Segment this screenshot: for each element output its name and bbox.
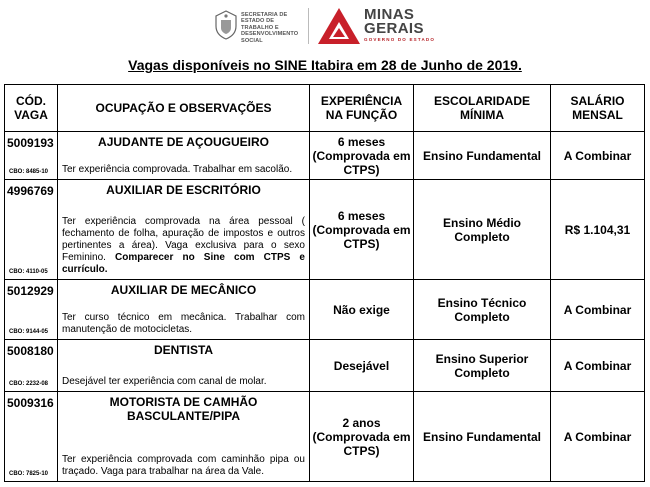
table-row: [5, 132, 645, 180]
occupation-title: AUXILIAR DE MECÂNICO: [110, 283, 257, 297]
schooling-cell: Ensino Superior Completo: [414, 340, 551, 392]
observations-bold-note: Comparecer no Sine com CTPS e currículo.: [62, 252, 305, 275]
occupation-cell: [58, 132, 310, 180]
occupation-title: AUXILIAR DE ESCRITÓRIO: [106, 183, 261, 197]
schooling-cell: Ensino Fundamental: [414, 392, 551, 482]
table-row: [5, 392, 645, 482]
minas-gerais-logo: [316, 6, 446, 46]
table-row: [5, 280, 645, 340]
occupation-observations: Ter curso técnico em mecânica. Trabalhar com manutenção de motocicletas.: [62, 312, 305, 335]
salary-cell: A Combinar: [551, 392, 645, 482]
header-salary: SALÁRIO MENSAL: [551, 85, 645, 132]
occupation-cell: [58, 392, 310, 482]
code-cell: [5, 180, 58, 280]
experience-cell: 2 anos (Comprovada em CTPS): [310, 392, 414, 482]
vacancy-code: 5008180: [7, 344, 54, 358]
occupation-cell: [58, 180, 310, 280]
salary-cell: A Combinar: [551, 132, 645, 180]
experience-cell: 6 meses (Comprovada em CTPS): [310, 132, 414, 180]
table-row: [5, 180, 645, 280]
schooling-cell: Ensino Técnico Completo: [414, 280, 551, 340]
code-cell: [5, 132, 58, 180]
occupation-observations: Desejável ter experiência com canal de molar.: [62, 376, 267, 387]
cbo-code: CBO: 9144-05: [9, 329, 49, 335]
schooling-cell: Ensino Fundamental: [414, 132, 551, 180]
header-divider: [308, 8, 309, 44]
schooling-cell: Ensino Médio Completo: [414, 180, 551, 280]
occupation-observations: Ter experiência comprovada. Trabalhar em sacolão.: [62, 164, 293, 175]
page-header: [0, 0, 650, 50]
header-code: CÓD. VAGA: [5, 85, 58, 132]
occupation-title: DENTISTA: [153, 343, 214, 357]
secretaria-logo: [214, 8, 304, 44]
experience-cell: Não exige: [310, 280, 414, 340]
triangle-logo-icon: [316, 6, 362, 46]
vacancies-table: [4, 84, 645, 482]
occupation-cell: [58, 340, 310, 392]
occupation-observations: Ter experiência comprovada com caminhão pipa ou traçado. Vaga para trabalhar na área da Vale.: [62, 454, 305, 477]
header-occupation: OCUPAÇÃO E OBSERVAÇÕES: [58, 85, 310, 132]
code-cell: [5, 392, 58, 482]
experience-cell: Desejável: [310, 340, 414, 392]
occupation-observations: Ter experiência comprovada na área pessoal ( fechamento de folha, apuração de impostos e outros pertinentes a área). Vaga exclusiva para o sexo Feminino. Comparecer no Sine com CTPS e currículo.: [62, 216, 305, 275]
salary-cell: A Combinar: [551, 340, 645, 392]
salary-cell: A Combinar: [551, 280, 645, 340]
header-experience: EXPERIÊNCIA NA FUNÇÃO: [310, 85, 414, 132]
table-row: [5, 340, 645, 392]
brand-subtitle: GOVERNO DO ESTADO: [364, 37, 436, 42]
experience-cell: 6 meses (Comprovada em CTPS): [310, 180, 414, 280]
occupation-cell: [58, 280, 310, 340]
vacancy-code: 4996769: [7, 184, 54, 198]
cbo-code: CBO: 2232-08: [9, 381, 49, 387]
cbo-code: CBO: 4110-05: [9, 269, 48, 275]
page-title: Vagas disponíveis no SINE Itabira em 28 de Junho de 2019.: [128, 57, 522, 73]
occupation-title: AJUDANTE DE AÇOUGUEIRO: [98, 135, 269, 149]
salary-cell: R$ 1.104,31: [551, 180, 645, 280]
vacancy-code: 5012929: [7, 284, 54, 298]
header-schooling: ESCOLARIDADE MÍNIMA: [414, 85, 551, 132]
vacancy-code: 5009193: [7, 136, 54, 150]
cbo-code: CBO: 7825-10: [9, 471, 49, 477]
cbo-code: CBO: 8485-10: [9, 169, 49, 175]
occupation-title: MOTORISTA DE CAMHÃO BASCULANTE/PIPA: [109, 395, 258, 423]
vacancy-code: 5009316: [7, 396, 54, 410]
secretaria-text: SECRETARIA DE ESTADO DE TRABALHO E DESENVOLVIMENTO SOCIAL: [241, 12, 299, 44]
code-cell: [5, 280, 58, 340]
code-cell: [5, 340, 58, 392]
coat-of-arms-icon: [214, 10, 238, 40]
table-header-row: [5, 85, 645, 132]
brand-name: MINAS GERAIS: [364, 6, 424, 37]
